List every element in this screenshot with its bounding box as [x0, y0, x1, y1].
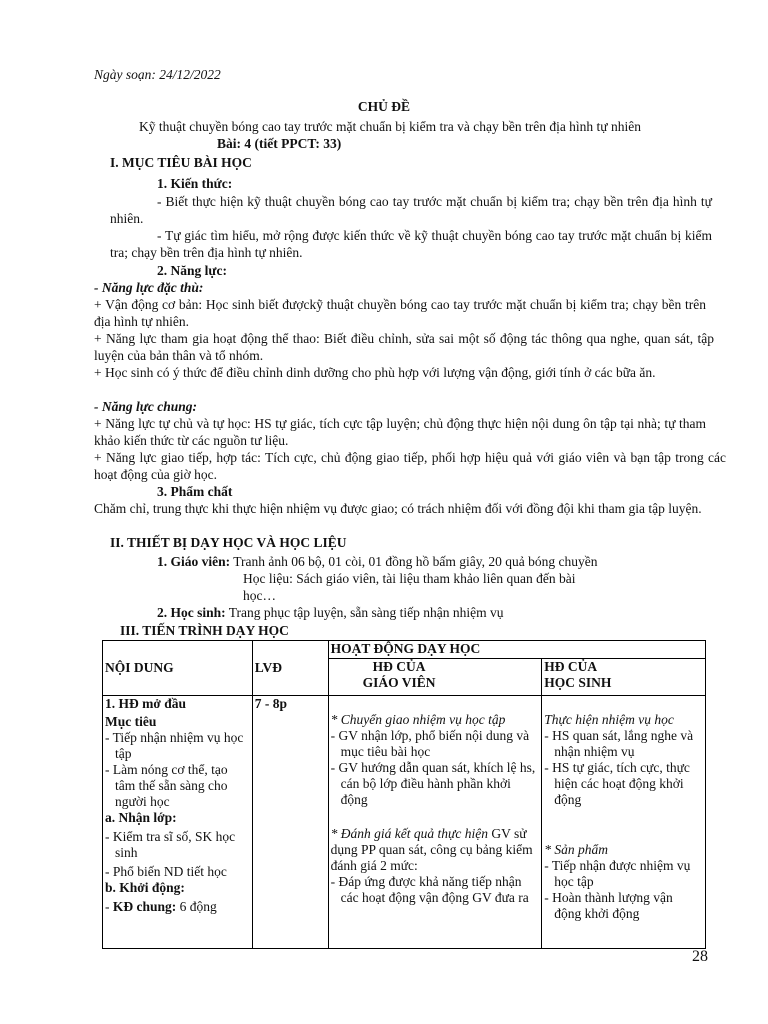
content-goal-item-text: Tiếp nhận nhiệm vụ học tập [112, 730, 244, 761]
ability-heading: 2. Năng lực: [157, 263, 227, 278]
content-part-b-item-text: 6 động [176, 899, 217, 914]
special-ability-heading: - Năng lực đặc thù: [94, 280, 204, 295]
header-student [542, 659, 706, 696]
teacher-task-item: - GV hướng dẫn quan sát, khích lệ hs, cán bộ lớp điều hành phần khởi động [330, 760, 536, 807]
student-task-item: - HS quan sát, lắng nghe và nhận nhiệm vụ [544, 728, 694, 759]
teacher-eval-item-text: Đáp ứng được khả năng tiếp nhận các hoạt động vận động GV đưa ra [338, 874, 529, 905]
page-number: 28 [692, 948, 708, 965]
content-part-a-item-text: Phổ biến ND tiết học [112, 864, 227, 879]
student-equipment-label: 2. Học sinh: [157, 605, 226, 620]
student-task-item-text: HS quan sát, lắng nghe và nhận nhiệm vụ [552, 728, 694, 759]
header-student-line-2: HỌC SINH [544, 675, 612, 690]
student-product-item: - Tiếp nhận được nhiệm vụ học tập [544, 858, 691, 889]
topic-heading: CHỦ ĐỀ [357, 99, 411, 114]
table-header-row-1 [103, 641, 706, 659]
special-ability-p2: + Năng lực tham gia hoạt động thể thao: Biết điều chỉnh, sửa sai một số động tác thông qua nghe, quan sát, tập luyện của bản thân và tổ nhóm. [94, 331, 714, 363]
lvd-cell: 7 - 8p [252, 696, 328, 949]
student-task-item: - HS tự giác, tích cực, thực hiện các hoạt động khởi động [544, 760, 690, 807]
teacher-equipment-label: 1. Giáo viên: [157, 554, 231, 569]
student-product-item-text: Tiếp nhận được nhiệm vụ học tập [551, 858, 691, 889]
content-title: 1. HĐ mở đầu [105, 696, 186, 711]
header-lvd: LVĐ [252, 641, 328, 696]
section-3-heading: III. TIẾN TRÌNH DẠY HỌC [120, 623, 289, 638]
header-activity: HOẠT ĐỘNG DẠY HỌC [328, 641, 705, 659]
teacher-eval-item: - Đáp ứng được khả năng tiếp nhận các hoạt động vận động GV đưa ra [330, 874, 529, 905]
teacher-cell [328, 696, 542, 949]
content-cell [103, 696, 253, 949]
quality-paragraph: Chăm chỉ, trung thực khi thực hiện nhiệm vụ được giao; có trách nhiệm đối với đồng đội khi tham gia tập luyện. [94, 501, 702, 516]
teacher-task-item-text: GV nhận lớp, phổ biến nội dung và mục tiêu bài học [338, 728, 530, 759]
teacher-task-item-text: GV hướng dẫn quan sát, khích lệ hs, cán bộ lớp điều hành phần khởi động [338, 760, 536, 807]
content-part-a-item: - Phổ biến ND tiết học [105, 864, 227, 879]
student-product-item-text: Hoàn thành lượng vận động khởi động [552, 890, 673, 921]
knowledge-paragraph-1: - Biết thực hiện kỹ thuật chuyền bóng cao tay trước mặt chuẩn bị kiểm tra; chạy bền trên địa hình tự nhiên. [110, 194, 712, 226]
teacher-eval-heading: * Đánh giá kết quả thực hiện [330, 826, 488, 841]
date-line: Ngày soạn: 24/12/2022 [94, 67, 221, 82]
content-part-b-item-label: KĐ chung: [112, 899, 177, 914]
materials-line-1: Học liệu: Sách giáo viên, tài liệu tham khảo liên quan đến bài [243, 571, 576, 586]
teacher-task-item: - GV nhận lớp, phổ biến nội dung và mục tiêu bài học [330, 728, 530, 759]
student-cell [542, 696, 706, 949]
header-teacher [328, 659, 542, 696]
general-ability-heading: - Năng lực chung: [94, 399, 197, 414]
content-part-a: a. Nhận lớp: [105, 810, 177, 825]
lesson-plan-table [102, 640, 706, 949]
content-goal-item: - Tiếp nhận nhiệm vụ học tập [105, 730, 244, 761]
section-1-heading: I. MỤC TIÊU BÀI HỌC [110, 155, 252, 170]
teacher-equipment-text: Tranh ảnh 06 bộ, 01 còi, 01 đồng hồ bấm giây, 20 quả bóng chuyền [230, 554, 598, 569]
teacher-eval-text: GV sử dụng PP quan sát, công cụ bảng kiểm đánh giá 2 mức: [330, 826, 533, 873]
student-equipment-text: Trang phục tập luyện, sẵn sàng tiếp nhận nhiệm vụ [225, 605, 504, 620]
lesson-title: Bài: 4 (tiết PPCT: 33) [217, 136, 342, 151]
student-product-item: - Hoàn thành lượng vận động khởi động [544, 890, 673, 921]
general-ability-p2: + Năng lực giao tiếp, hợp tác: Tích cực, chủ động giao tiếp, phối hợp hiệu quả với giáo viên và bạn tập trong các hoạt động của giờ học. [94, 450, 726, 482]
teacher-task-heading: * Chuyển giao nhiệm vụ học tập [330, 712, 506, 727]
student-task-item-text: HS tự giác, tích cực, thực hiện các hoạt động khởi động [552, 760, 690, 807]
special-ability-p1: + Vận động cơ bản: Học sinh biết đượckỹ thuật chuyền bóng cao tay trước mặt chuẩn bị kiểm tra; chạy bền trên địa hình tự nhiên. [94, 297, 706, 329]
special-ability-p3: + Học sinh có ý thức để điều chỉnh dinh dưỡng cho phù hợp với lượng vận động, giới tính ở các bữa ăn. [94, 365, 656, 380]
content-part-a-item: - Kiểm tra sĩ số, SK học sinh [105, 829, 236, 860]
content-part-b-item: - KĐ chung: 6 động [105, 899, 217, 914]
content-goal: Mục tiêu [105, 714, 157, 729]
student-equipment [157, 604, 503, 621]
knowledge-paragraph-2: - Tự giác tìm hiểu, mở rộng được kiến thức về kỹ thuật chuyền bóng cao tay trước mặt chuẩn bị kiểm tra; chạy bền trên địa hình tự nhiên. [110, 228, 712, 260]
content-goal-item: - Làm nóng cơ thể, tạo tâm thế sẵn sàng cho người học [105, 762, 228, 809]
student-task-heading: Thực hiện nhiệm vụ học [544, 712, 674, 727]
content-part-a-item-text: Kiểm tra sĩ số, SK học sinh [112, 829, 236, 860]
knowledge-heading: 1. Kiến thức: [157, 176, 233, 191]
header-teacher-line-1: HĐ CỦA [372, 659, 426, 674]
header-teacher-line-2: GIÁO VIÊN [362, 675, 436, 690]
header-student-line-1: HĐ CỦA [544, 659, 598, 674]
content-part-b: b. Khởi động: [105, 880, 185, 895]
materials-line-2: học… [243, 588, 276, 603]
student-product-heading: * Sản phẩm [544, 842, 609, 857]
content-goal-item-text: Làm nóng cơ thể, tạo tâm thế sẵn sàng cho người học [112, 762, 228, 809]
header-content: NỘI DUNG [103, 641, 253, 696]
teacher-eval [331, 826, 540, 874]
section-2-heading: II. THIẾT BỊ DẠY HỌC VÀ HỌC LIỆU [110, 535, 347, 550]
table-row [103, 696, 706, 949]
quality-heading: 3. Phẩm chất [157, 484, 233, 499]
teacher-equipment [157, 553, 597, 570]
general-ability-p1: + Năng lực tự chủ và tự học: HS tự giác, tích cực tập luyện; chủ động thực hiện nội dung ôn tập tại nhà; tự tham khảo kiến thức từ các nguồn tư liệu. [94, 416, 706, 448]
topic-subtitle: Kỹ thuật chuyền bóng cao tay trước mặt chuẩn bị kiểm tra và chạy bền trên địa hình tự nhiên [139, 119, 641, 134]
